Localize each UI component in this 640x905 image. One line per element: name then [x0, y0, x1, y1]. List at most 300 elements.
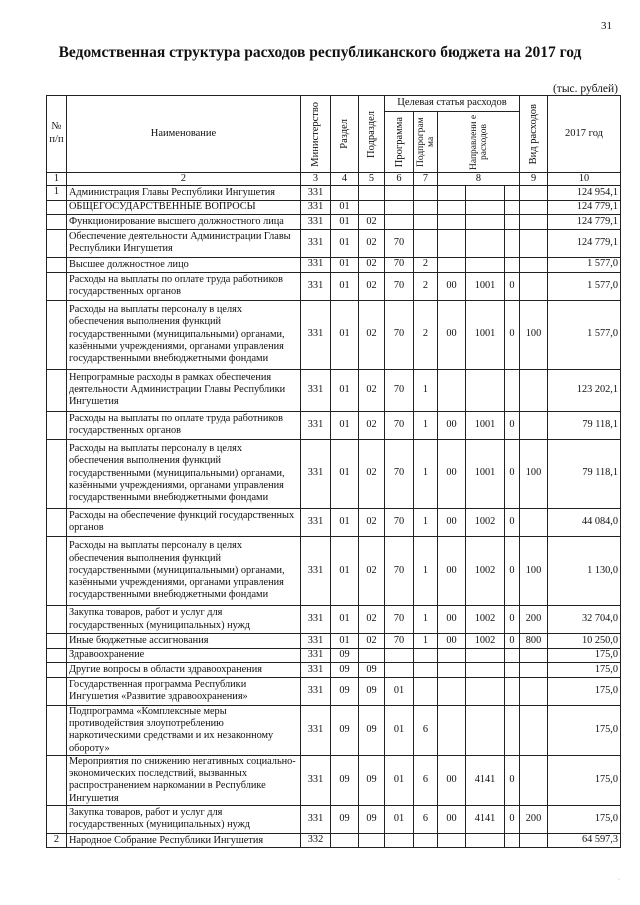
direction-code-3 — [505, 648, 520, 663]
table-row — [47, 257, 621, 272]
amount: 1 130,0 — [548, 536, 621, 605]
amount: 175,0 — [548, 706, 621, 756]
subprogram-code — [414, 229, 438, 257]
direction-code-1: 00 — [438, 805, 466, 833]
direction-code-3: 0 — [505, 272, 520, 300]
direction-code-3 — [505, 229, 520, 257]
amount: 124 779,1 — [548, 215, 621, 230]
kind-code: 200 — [520, 805, 548, 833]
row-name: Расходы на выплаты по оплате труда работников государственных органов — [67, 411, 301, 439]
row-number — [47, 215, 67, 230]
subprogram-code — [414, 186, 438, 201]
row-number — [47, 508, 67, 536]
direction-code-1: 00 — [438, 634, 466, 649]
subprogram-code — [414, 215, 438, 230]
row-name: Расходы на обеспечение функций государственных органов — [67, 508, 301, 536]
amount: 64 597,3 — [548, 833, 621, 848]
amount: 1 577,0 — [548, 257, 621, 272]
kind-code — [520, 508, 548, 536]
subsection-code: 02 — [359, 634, 385, 649]
ministry-code: 331 — [301, 648, 331, 663]
kind-code — [520, 663, 548, 678]
subsection-code: 02 — [359, 229, 385, 257]
row-name: Подпрограмма «Комплексные меры противодействия злоупотреблению наркотическими средствами и их незаконному обороту» — [67, 706, 301, 756]
direction-code-2 — [466, 186, 505, 201]
col-number: 2 — [67, 173, 301, 186]
row-number — [47, 369, 67, 411]
subsection-code: 02 — [359, 439, 385, 508]
section-code: 01 — [331, 300, 359, 369]
subsection-code: 02 — [359, 605, 385, 633]
section-code: 01 — [331, 200, 359, 215]
header-subprogram-cell — [414, 112, 438, 173]
section-code: 01 — [331, 508, 359, 536]
direction-code-3: 0 — [505, 605, 520, 633]
ministry-code: 331 — [301, 605, 331, 633]
direction-code-1 — [438, 215, 466, 230]
program-code: 70 — [385, 257, 414, 272]
table-row — [47, 833, 621, 848]
amount: 124 779,1 — [548, 200, 621, 215]
row-name: Расходы на выплаты по оплате труда работников государственных органов — [67, 272, 301, 300]
subprogram-code — [414, 677, 438, 705]
kind-code — [520, 229, 548, 257]
section-code — [331, 186, 359, 201]
ministry-code: 331 — [301, 300, 331, 369]
amount: 79 118,1 — [548, 411, 621, 439]
kind-code: 800 — [520, 634, 548, 649]
table-row — [47, 508, 621, 536]
row-name: Мероприятия по снижению негативных социально-экономических последствий, вызванных распространением наркомании в Республике Ингушетия — [67, 755, 301, 805]
budget-table — [46, 95, 621, 848]
direction-code-3: 0 — [505, 634, 520, 649]
ministry-code: 331 — [301, 706, 331, 756]
direction-code-3 — [505, 215, 520, 230]
direction-code-3 — [505, 369, 520, 411]
table-row — [47, 369, 621, 411]
subsection-code — [359, 186, 385, 201]
kind-code — [520, 411, 548, 439]
direction-code-2 — [466, 833, 505, 848]
table-row — [47, 186, 621, 201]
subprogram-code: 1 — [414, 411, 438, 439]
row-number — [47, 648, 67, 663]
program-code: 01 — [385, 755, 414, 805]
direction-code-1 — [438, 369, 466, 411]
direction-code-2: 1001 — [466, 300, 505, 369]
header-year: 2017 год — [548, 96, 621, 173]
direction-code-1 — [438, 186, 466, 201]
col-number: 5 — [359, 173, 385, 186]
kind-code — [520, 272, 548, 300]
subsection-code — [359, 648, 385, 663]
subprogram-code: 6 — [414, 805, 438, 833]
section-code: 01 — [331, 634, 359, 649]
table-row — [47, 272, 621, 300]
subsection-code: 02 — [359, 257, 385, 272]
scan-mark: · — [618, 877, 620, 883]
ministry-code: 331 — [301, 677, 331, 705]
ministry-code: 331 — [301, 272, 331, 300]
direction-code-3 — [505, 257, 520, 272]
subprogram-code: 1 — [414, 369, 438, 411]
subprogram-code: 6 — [414, 755, 438, 805]
table-row — [47, 805, 621, 833]
header-subprogram: Подпрограм ма — [416, 117, 436, 167]
direction-code-2: 4141 — [466, 805, 505, 833]
direction-code-2: 4141 — [466, 755, 505, 805]
ministry-code: 331 — [301, 369, 331, 411]
section-code: 01 — [331, 536, 359, 605]
subsection-code: 02 — [359, 536, 385, 605]
direction-code-3 — [505, 186, 520, 201]
section-code: 01 — [331, 215, 359, 230]
program-code: 70 — [385, 229, 414, 257]
direction-code-1: 00 — [438, 300, 466, 369]
program-code: 70 — [385, 369, 414, 411]
row-number — [47, 805, 67, 833]
table-row — [47, 229, 621, 257]
direction-code-1: 00 — [438, 439, 466, 508]
program-code: 70 — [385, 634, 414, 649]
table-row — [47, 536, 621, 605]
row-name: Закупка товаров, работ и услуг для государственных (муниципальных) нужд — [67, 805, 301, 833]
section-code: 01 — [331, 257, 359, 272]
ministry-code: 331 — [301, 215, 331, 230]
program-code: 70 — [385, 508, 414, 536]
row-number: 1 — [47, 186, 67, 201]
direction-code-2 — [466, 200, 505, 215]
col-number: 10 — [548, 173, 621, 186]
direction-code-1: 00 — [438, 411, 466, 439]
amount: 175,0 — [548, 805, 621, 833]
row-number: 2 — [47, 833, 67, 848]
kind-code: 100 — [520, 300, 548, 369]
subprogram-code: 1 — [414, 508, 438, 536]
direction-code-1: 00 — [438, 536, 466, 605]
header-kind-cell — [520, 96, 548, 173]
row-name: Расходы на выплаты персоналу в целях обеспечения выполнения функций государственными (муниципальными) органами, казёнными учреждениями, органами управления государственными внебюджетными фондами — [67, 536, 301, 605]
program-code: 70 — [385, 411, 414, 439]
table-row — [47, 215, 621, 230]
row-number — [47, 634, 67, 649]
program-code — [385, 215, 414, 230]
subprogram-code: 1 — [414, 536, 438, 605]
direction-code-1: 00 — [438, 605, 466, 633]
row-number — [47, 257, 67, 272]
row-name: Администрация Главы Республики Ингушетия — [67, 186, 301, 201]
program-code: 70 — [385, 536, 414, 605]
program-code: 70 — [385, 605, 414, 633]
col-number: 1 — [47, 173, 67, 186]
direction-code-2: 1002 — [466, 605, 505, 633]
header-name: Наименование — [67, 96, 301, 173]
direction-code-2 — [466, 229, 505, 257]
ministry-code: 332 — [301, 833, 331, 848]
page-number: 31 — [601, 20, 612, 32]
units-label: (тыс. рублей) — [552, 83, 618, 95]
kind-code — [520, 706, 548, 756]
program-code: 70 — [385, 300, 414, 369]
header-num: № п/п — [47, 96, 67, 173]
section-code: 09 — [331, 648, 359, 663]
kind-code — [520, 200, 548, 215]
subsection-code: 09 — [359, 706, 385, 756]
row-name: Высшее должностное лицо — [67, 257, 301, 272]
row-name: Расходы на выплаты персоналу в целях обеспечения выполнения функций государственными (муниципальными) органами, казёнными учреждениями, органами управления государственными внебюджетными фондами — [67, 439, 301, 508]
subsection-code: 02 — [359, 300, 385, 369]
direction-code-1 — [438, 833, 466, 848]
subprogram-code: 2 — [414, 257, 438, 272]
row-name: Иные бюджетные ассигнования — [67, 634, 301, 649]
row-number — [47, 755, 67, 805]
direction-code-1 — [438, 677, 466, 705]
header-subsection-cell — [359, 96, 385, 173]
amount: 10 250,0 — [548, 634, 621, 649]
direction-code-2 — [466, 215, 505, 230]
program-code — [385, 663, 414, 678]
direction-code-3 — [505, 677, 520, 705]
header-ministry-cell — [301, 96, 331, 173]
section-code: 01 — [331, 439, 359, 508]
section-code: 01 — [331, 272, 359, 300]
col-number: 3 — [301, 173, 331, 186]
subsection-code: 09 — [359, 663, 385, 678]
direction-code-2: 1001 — [466, 411, 505, 439]
program-code — [385, 186, 414, 201]
ministry-code: 331 — [301, 663, 331, 678]
kind-code — [520, 833, 548, 848]
subsection-code: 02 — [359, 369, 385, 411]
amount: 175,0 — [548, 663, 621, 678]
program-code: 70 — [385, 439, 414, 508]
kind-code — [520, 648, 548, 663]
kind-code — [520, 257, 548, 272]
row-name: Народное Собрание Республики Ингушетия — [67, 833, 301, 848]
amount: 124 779,1 — [548, 229, 621, 257]
ministry-code: 331 — [301, 508, 331, 536]
direction-code-1 — [438, 200, 466, 215]
table-row — [47, 300, 621, 369]
ministry-code: 331 — [301, 200, 331, 215]
subsection-code — [359, 833, 385, 848]
program-code: 01 — [385, 677, 414, 705]
direction-code-1: 00 — [438, 755, 466, 805]
subprogram-code: 1 — [414, 605, 438, 633]
direction-code-2 — [466, 706, 505, 756]
row-number — [47, 229, 67, 257]
section-code: 09 — [331, 663, 359, 678]
ministry-code: 331 — [301, 411, 331, 439]
subprogram-code: 1 — [414, 634, 438, 649]
ministry-code: 331 — [301, 186, 331, 201]
program-code: 70 — [385, 272, 414, 300]
ministry-code: 331 — [301, 805, 331, 833]
row-number — [47, 663, 67, 678]
col-number: 4 — [331, 173, 359, 186]
row-number — [47, 706, 67, 756]
col-number: 6 — [385, 173, 414, 186]
row-number — [47, 300, 67, 369]
amount: 175,0 — [548, 648, 621, 663]
ministry-code: 331 — [301, 257, 331, 272]
subprogram-code — [414, 833, 438, 848]
table-row — [47, 634, 621, 649]
header-subsection: Подраздел — [366, 110, 377, 158]
subprogram-code: 2 — [414, 300, 438, 369]
direction-code-1 — [438, 663, 466, 678]
direction-code-3: 0 — [505, 805, 520, 833]
section-code: 09 — [331, 706, 359, 756]
table-row — [47, 677, 621, 705]
row-name: Непрограмные расходы в рамках обеспечения деятельности Администрации Главы Республики Ингушетия — [67, 369, 301, 411]
row-number — [47, 272, 67, 300]
section-code: 09 — [331, 677, 359, 705]
kind-code — [520, 755, 548, 805]
table-row — [47, 663, 621, 678]
subsection-code: 02 — [359, 508, 385, 536]
amount: 124 954,1 — [548, 186, 621, 201]
kind-code — [520, 677, 548, 705]
header-section: Раздел — [339, 119, 350, 149]
subprogram-code — [414, 200, 438, 215]
direction-code-1: 00 — [438, 272, 466, 300]
direction-code-3: 0 — [505, 536, 520, 605]
direction-code-2: 1001 — [466, 439, 505, 508]
direction-code-2 — [466, 369, 505, 411]
subsection-code: 02 — [359, 411, 385, 439]
direction-code-2: 1001 — [466, 272, 505, 300]
row-number — [47, 200, 67, 215]
header-program: Программа — [393, 116, 405, 168]
page-title: Ведомственная структура расходов республиканского бюджета на 2017 год — [58, 44, 582, 61]
ministry-code: 331 — [301, 536, 331, 605]
subprogram-code — [414, 648, 438, 663]
direction-code-2: 1002 — [466, 508, 505, 536]
section-code: 01 — [331, 605, 359, 633]
program-code — [385, 833, 414, 848]
section-code: 09 — [331, 805, 359, 833]
row-number — [47, 439, 67, 508]
table-row — [47, 200, 621, 215]
direction-code-1 — [438, 257, 466, 272]
ministry-code: 331 — [301, 439, 331, 508]
direction-code-3: 0 — [505, 300, 520, 369]
header-direction: Направлени е расходов — [468, 114, 489, 170]
direction-code-3: 0 — [505, 508, 520, 536]
row-name: Закупка товаров, работ и услуг для государственных (муниципальных) нужд — [67, 605, 301, 633]
table-row — [47, 439, 621, 508]
amount: 32 704,0 — [548, 605, 621, 633]
header-program-cell — [385, 112, 414, 173]
section-code: 01 — [331, 411, 359, 439]
kind-code: 200 — [520, 605, 548, 633]
direction-code-3 — [505, 663, 520, 678]
row-number — [47, 411, 67, 439]
direction-code-2 — [466, 648, 505, 663]
amount: 79 118,1 — [548, 439, 621, 508]
program-code: 01 — [385, 706, 414, 756]
table-row — [47, 605, 621, 633]
amount: 44 084,0 — [548, 508, 621, 536]
row-name: Здравоохранение — [67, 648, 301, 663]
direction-code-1 — [438, 229, 466, 257]
amount: 175,0 — [548, 755, 621, 805]
kind-code — [520, 215, 548, 230]
header-section-cell — [331, 96, 359, 173]
row-number — [47, 536, 67, 605]
direction-code-3: 0 — [505, 411, 520, 439]
subprogram-code: 1 — [414, 439, 438, 508]
kind-code — [520, 369, 548, 411]
direction-code-2 — [466, 257, 505, 272]
direction-code-1: 00 — [438, 508, 466, 536]
table-row — [47, 648, 621, 663]
col-number: 8 — [438, 173, 520, 186]
row-number — [47, 677, 67, 705]
subsection-code: 02 — [359, 215, 385, 230]
row-name: Обеспечение деятельности Администрации Главы Республики Ингушетия — [67, 229, 301, 257]
section-code: 01 — [331, 229, 359, 257]
amount: 175,0 — [548, 677, 621, 705]
direction-code-3 — [505, 833, 520, 848]
amount: 1 577,0 — [548, 300, 621, 369]
ministry-code: 331 — [301, 634, 331, 649]
subsection-code: 09 — [359, 755, 385, 805]
subsection-code: 09 — [359, 677, 385, 705]
row-name: Государственная программа Республики Ингушетия «Развитие здравоохранения» — [67, 677, 301, 705]
header-target: Целевая статья расходов — [385, 96, 520, 112]
direction-code-3 — [505, 200, 520, 215]
row-name: ОБЩЕГОСУДАРСТВЕННЫЕ ВОПРОСЫ — [67, 200, 301, 215]
col-number: 7 — [414, 173, 438, 186]
direction-code-3 — [505, 706, 520, 756]
table-row — [47, 706, 621, 756]
section-code — [331, 833, 359, 848]
subsection-code — [359, 200, 385, 215]
column-numbers-row — [47, 173, 621, 186]
row-name: Другие вопросы в области здравоохранения — [67, 663, 301, 678]
ministry-code: 331 — [301, 229, 331, 257]
kind-code: 100 — [520, 536, 548, 605]
program-code — [385, 648, 414, 663]
amount: 1 577,0 — [548, 272, 621, 300]
direction-code-2 — [466, 677, 505, 705]
header-ministry: Министерство — [310, 101, 321, 167]
direction-code-3: 0 — [505, 439, 520, 508]
row-name: Функционирование высшего должностного лица — [67, 215, 301, 230]
direction-code-1 — [438, 648, 466, 663]
subprogram-code: 2 — [414, 272, 438, 300]
direction-code-3: 0 — [505, 755, 520, 805]
table-row — [47, 755, 621, 805]
direction-code-2: 1002 — [466, 536, 505, 605]
program-code — [385, 200, 414, 215]
amount: 123 202,1 — [548, 369, 621, 411]
section-code: 01 — [331, 369, 359, 411]
header-kind: Вид расходов — [528, 103, 540, 165]
subsection-code: 02 — [359, 272, 385, 300]
row-name: Расходы на выплаты персоналу в целях обеспечения выполнения функций государственными (муниципальными) органами, казёнными учреждениями, органами управления государственными внебюджетными фондами — [67, 300, 301, 369]
row-number — [47, 605, 67, 633]
subprogram-code: 6 — [414, 706, 438, 756]
subsection-code: 09 — [359, 805, 385, 833]
table-row — [47, 411, 621, 439]
header-direction-cell — [438, 112, 520, 173]
direction-code-2: 1002 — [466, 634, 505, 649]
direction-code-1 — [438, 706, 466, 756]
program-code: 01 — [385, 805, 414, 833]
